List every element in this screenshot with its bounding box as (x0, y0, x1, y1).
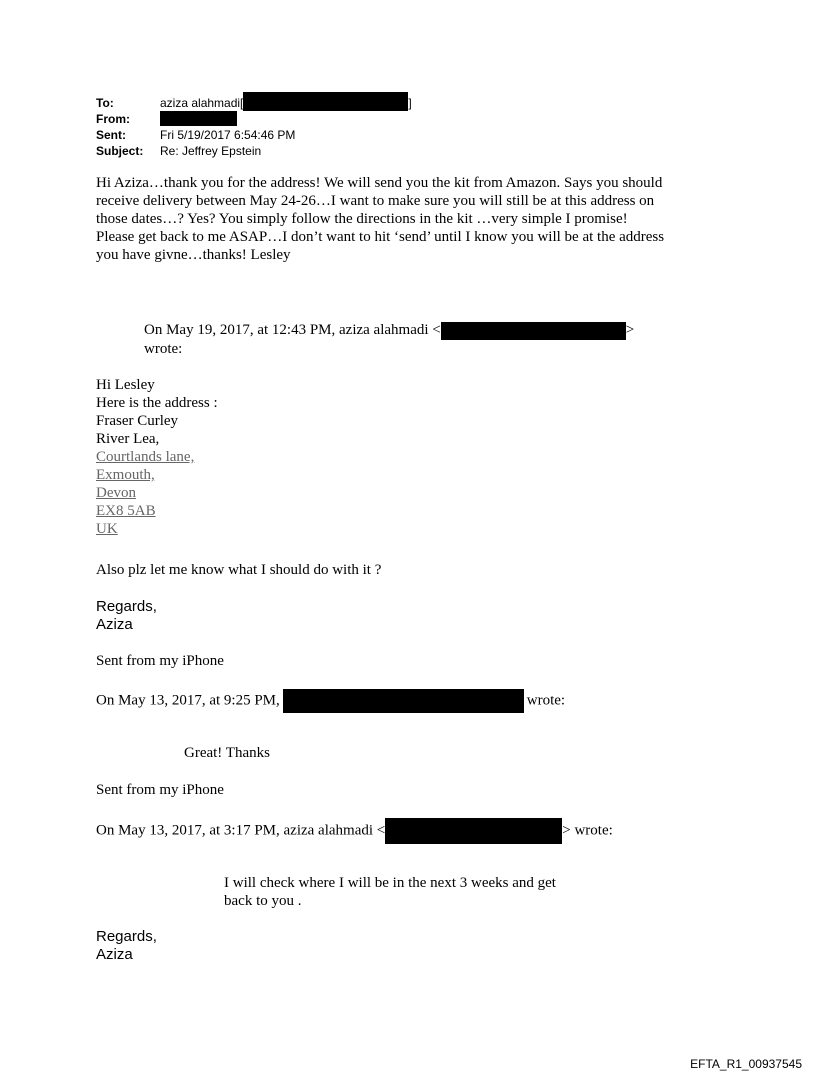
message-line: receive delivery between May 24-26…I want to make sure you will still be at this address on (96, 193, 655, 209)
message-line: Hi Lesley (96, 377, 155, 393)
email-header (96, 96, 496, 162)
message-line: Hi Aziza…thank you for the address! We will send you the kit from Amazon. Says you should (96, 175, 663, 191)
sent-label: Sent: (96, 128, 126, 142)
message-body (96, 174, 664, 264)
quote-header: On May 13, 2017, at 9:25 PM, wrote: (96, 689, 565, 713)
message-line: those dates…? Yes? You simply follow the directions in the kit …very simple I promise! (96, 211, 628, 227)
sent-from-line: Sent from my iPhone (96, 782, 224, 798)
address-link[interactable]: Courtlands lane, (96, 449, 195, 465)
message-line: Here is the address : (96, 395, 218, 411)
document-id: EFTA_R1_00937545 (690, 1057, 802, 1071)
redaction-box (283, 689, 524, 713)
redaction-box (160, 111, 237, 126)
redaction-box (441, 322, 626, 340)
address-link[interactable]: EX8 5AB (96, 503, 156, 519)
from-label: From: (96, 112, 130, 126)
redaction-box (243, 92, 408, 111)
address-link[interactable]: Devon (96, 485, 136, 501)
sent-row (96, 128, 496, 142)
sent-value: Fri 5/19/2017 6:54:46 PM (160, 128, 296, 142)
address-link[interactable]: UK (96, 521, 118, 537)
quoted-message: Great! Thanks (184, 745, 270, 761)
subject-label: Subject: (96, 144, 144, 158)
sent-from-line: Sent from my iPhone (96, 653, 224, 669)
quote-header: On May 13, 2017, at 3:17 PM, aziza alahmadi < > wrote: (96, 818, 613, 844)
to-row (96, 96, 496, 110)
to-value: aziza alahmadi[ ] (160, 96, 412, 111)
quoted-message: I will check where I will be in the next 3 weeks and get back to you . (224, 875, 556, 909)
signature: Regards, Aziza (96, 598, 157, 633)
subject-row (96, 144, 496, 158)
message-line: River Lea, (96, 431, 160, 447)
reply-body (96, 376, 218, 538)
to-label: To: (96, 96, 114, 110)
followup-line: Also plz let me know what I should do with it ? (96, 562, 382, 578)
from-row (96, 112, 496, 126)
subject-value: Re: Jeffrey Epstein (160, 144, 262, 158)
redaction-box (385, 818, 562, 844)
quote-header: On May 19, 2017, at 12:43 PM, aziza alahmadi < > wrote: (144, 322, 635, 357)
signature: Regards, Aziza (96, 928, 157, 963)
message-line: you have givne…thanks! Lesley (96, 247, 291, 263)
address-link[interactable]: Exmouth, (96, 467, 155, 483)
message-line: Fraser Curley (96, 413, 179, 429)
message-line: Please get back to me ASAP…I don’t want to hit ‘send’ until I know you will be at the address (96, 229, 665, 245)
